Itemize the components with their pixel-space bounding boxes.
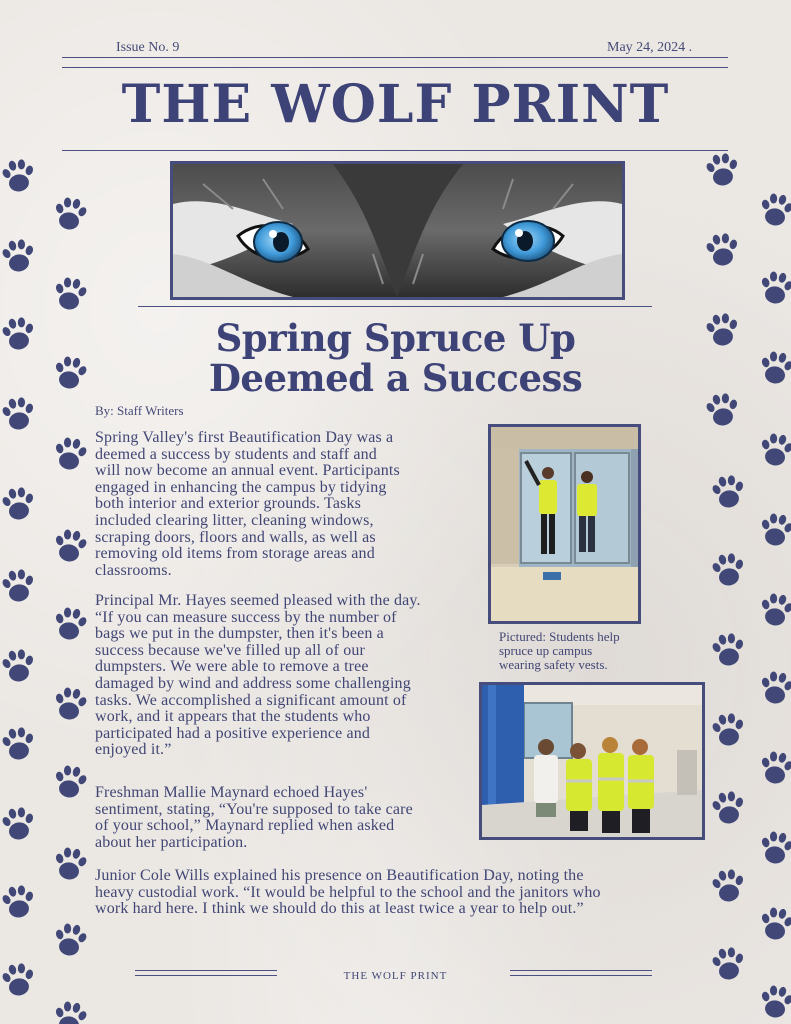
photo-caption: Pictured: Students help spruce up campus wearing safety vests. (499, 629, 620, 672)
paragraph-4: Junior Cole Wills explained his presence on Beautification Day, noting the heavy custodial work. “It would be helpful to the school and the janitors who work hard here. I think we should do this at least twice a year to help out.” (95, 867, 601, 918)
paw-print-icon (758, 904, 791, 944)
paw-print-icon (0, 394, 36, 434)
paragraph-1: Spring Valley's first Beautification Day was a deemed a success by students and staff and will now become an annual event. Participants engaged in enhancing the campus by tidying both interior and exterior grounds. Tasks included clearing litter, cleaning windows, scraping doors, floors and walls, as well as removing old items from storage areas and classrooms. (95, 429, 400, 579)
paw-print-icon (0, 646, 36, 686)
paw-print-icon (758, 590, 791, 630)
paw-print-icon (0, 484, 36, 524)
article-headline (150, 318, 641, 398)
paw-print-icon (0, 566, 36, 606)
byline: By: Staff Writers (95, 403, 184, 418)
headline-line-1: Spring Spruce Up (215, 316, 576, 360)
photo-group-vests (479, 682, 705, 840)
paw-print-icon (758, 748, 791, 788)
paw-print-icon (52, 353, 89, 393)
paw-print-icon (710, 630, 747, 670)
paw-print-icon (758, 510, 791, 550)
paw-print-icon (52, 274, 89, 314)
paw-print-icon (52, 998, 89, 1024)
issue-date: May 24, 2024 . (607, 40, 693, 55)
paragraph-3: Freshman Mallie Maynard echoed Hayes' sentiment, stating, “You're supposed to take care of your school,” Maynard replied when asked about her participation. (95, 784, 413, 851)
paw-print-icon (710, 710, 747, 750)
header-rule-second (62, 67, 728, 68)
paw-print-icon (710, 788, 747, 828)
paw-print-icon (758, 982, 791, 1022)
paw-print-icon (52, 434, 89, 474)
paragraph-2: Principal Mr. Hayes seemed pleased with the day. “If you can measure success by the number of bags we put in the dumpster, then it's been a success because we've filled up all of our dumpsters. We were able to remove a tree damaged by wind and address some challenging tasks. We accomplished a significant amount of work, and it appears that the students who participated had a positive experience and enjoyed it.” (95, 592, 421, 759)
headline-rule (138, 306, 652, 307)
paw-print-icon (52, 920, 89, 960)
paw-print-icon (710, 472, 747, 512)
paw-print-icon (710, 866, 747, 906)
paw-print-icon (710, 550, 747, 590)
paw-print-icon (758, 190, 791, 230)
masthead-rule-bottom (62, 150, 728, 151)
paw-print-icon (704, 150, 741, 190)
issue-number: Issue No. 9 (116, 40, 180, 55)
paw-print-icon (52, 762, 89, 802)
wolf-eyes-banner (170, 161, 625, 300)
paw-print-icon (0, 156, 36, 196)
paw-print-icon (758, 668, 791, 708)
photo-window-cleaning (488, 424, 641, 624)
paw-print-icon (704, 230, 741, 270)
paw-print-icon (758, 268, 791, 308)
paw-print-icon (52, 526, 89, 566)
paw-print-icon (0, 882, 36, 922)
paw-print-icon (52, 194, 89, 234)
paw-print-icon (52, 844, 89, 884)
masthead-title: THE WOLF PRINT (121, 74, 670, 135)
headline-line-2: Deemed a Success (208, 356, 583, 400)
paw-print-icon (0, 236, 36, 276)
footer-title: THE WOLF PRINT (343, 970, 448, 982)
paw-print-icon (52, 684, 89, 724)
paw-print-icon (704, 310, 741, 350)
paw-print-icon (0, 314, 36, 354)
paw-print-icon (758, 430, 791, 470)
paw-print-icon (704, 390, 741, 430)
paw-print-icon (758, 828, 791, 868)
paw-print-icon (52, 604, 89, 644)
paw-print-icon (758, 348, 791, 388)
paw-print-icon (0, 804, 36, 844)
header-rule-top (62, 57, 728, 58)
paw-print-icon (0, 724, 36, 764)
